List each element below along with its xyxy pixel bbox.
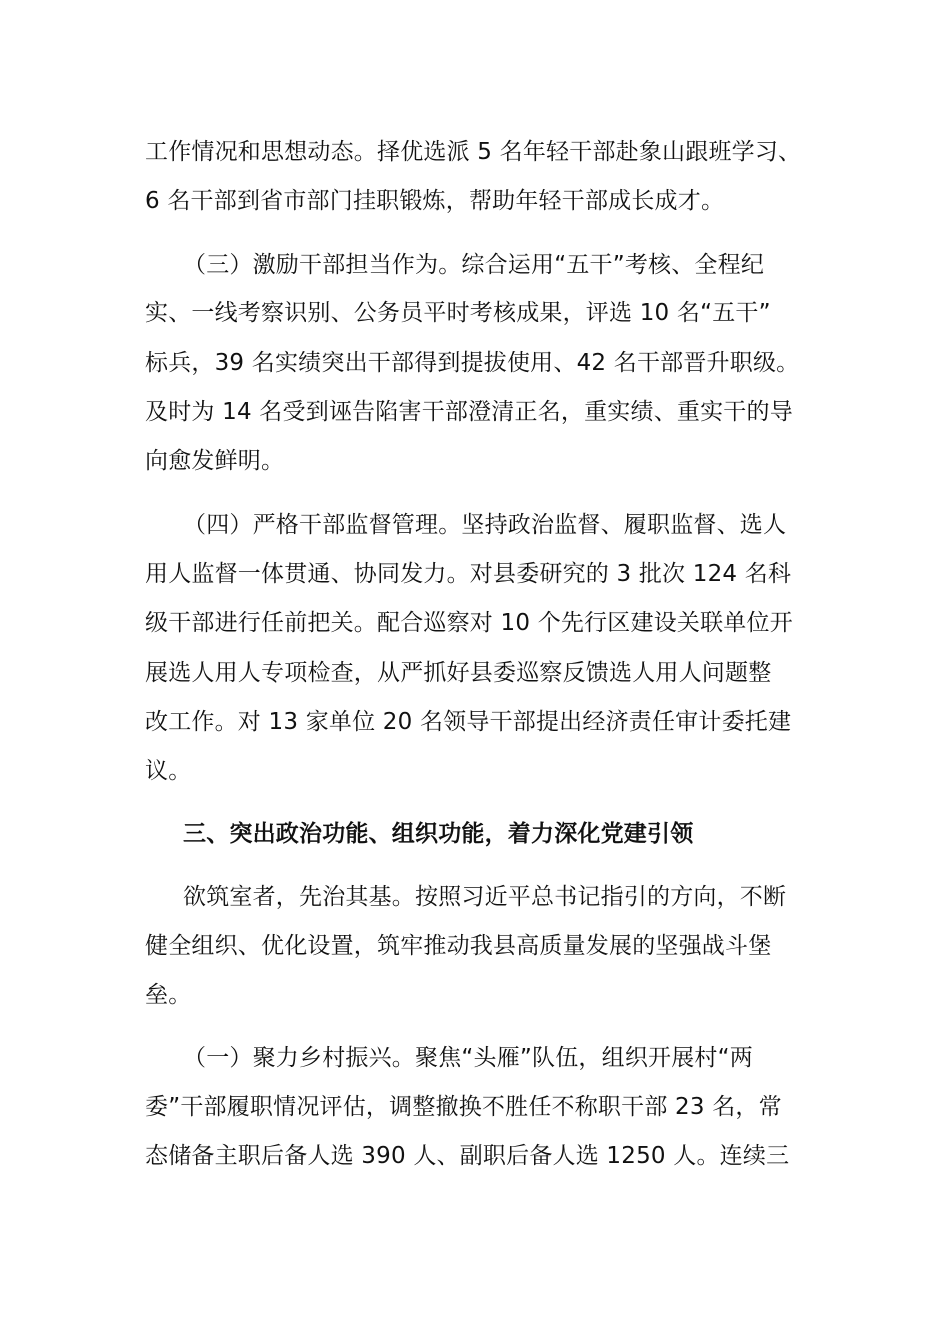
paragraph-line: 垒。: [145, 982, 192, 1008]
paragraph-line: 健全组织、优化设置，筑牢推动我县高质量发展的坚强战斗堡: [145, 933, 772, 959]
paragraph-line: 改工作。对 13 家单位 20 名领导干部提出经济责任审计委托建: [145, 709, 792, 735]
paragraph-line: 委”干部履职情况评估，调整撤换不胜任不称职干部 23 名，常: [145, 1094, 782, 1120]
paragraph-line: 工作情况和思想动态。择优选派 5 名年轻干部赴象山跟班学习、: [145, 139, 802, 165]
paragraph-line: 标兵，39 名实绩突出干部得到提拔使用、42 名干部晋升职级。: [145, 350, 800, 376]
paragraph-line: 展选人用人专项检查，从严抓好县委巡察反馈选人用人问题整: [145, 660, 772, 686]
paragraph-line: （一）聚力乡村振兴。聚焦“头雁”队伍，组织开展村“两: [183, 1045, 753, 1071]
paragraph-line: （三）激励干部担当作为。综合运用“五干”考核、全程纪: [183, 252, 765, 278]
paragraph-line: 6 名干部到省市部门挂职锻炼，帮助年轻干部成长成才。: [145, 188, 725, 214]
section-heading: 三、突出政治功能、组织功能，着力深化党建引领: [183, 821, 694, 847]
paragraph-line: 态储备主职后备人选 390 人、副职后备人选 1250 人。连续三: [145, 1143, 790, 1169]
paragraph-line: 欲筑室者，先治其基。按照习近平总书记指引的方向，不断: [183, 884, 787, 910]
paragraph-line: 议。: [145, 758, 192, 784]
paragraph-line: （四）严格干部监督管理。坚持政治监督、履职监督、选人: [183, 512, 787, 538]
paragraph-line: 实、一线考察识别、公务员平时考核成果，评选 10 名“五干”: [145, 300, 771, 326]
paragraph-line: 及时为 14 名受到诬告陷害干部澄清正名，重实绩、重实干的导: [145, 399, 793, 425]
paragraph-line: 向愈发鲜明。: [145, 448, 285, 474]
paragraph-line: 级干部进行任前把关。配合巡察对 10 个先行区建设关联单位开: [145, 610, 793, 636]
paragraph-line: 用人监督一体贯通、协同发力。对县委研究的 3 批次 124 名科: [145, 561, 792, 587]
